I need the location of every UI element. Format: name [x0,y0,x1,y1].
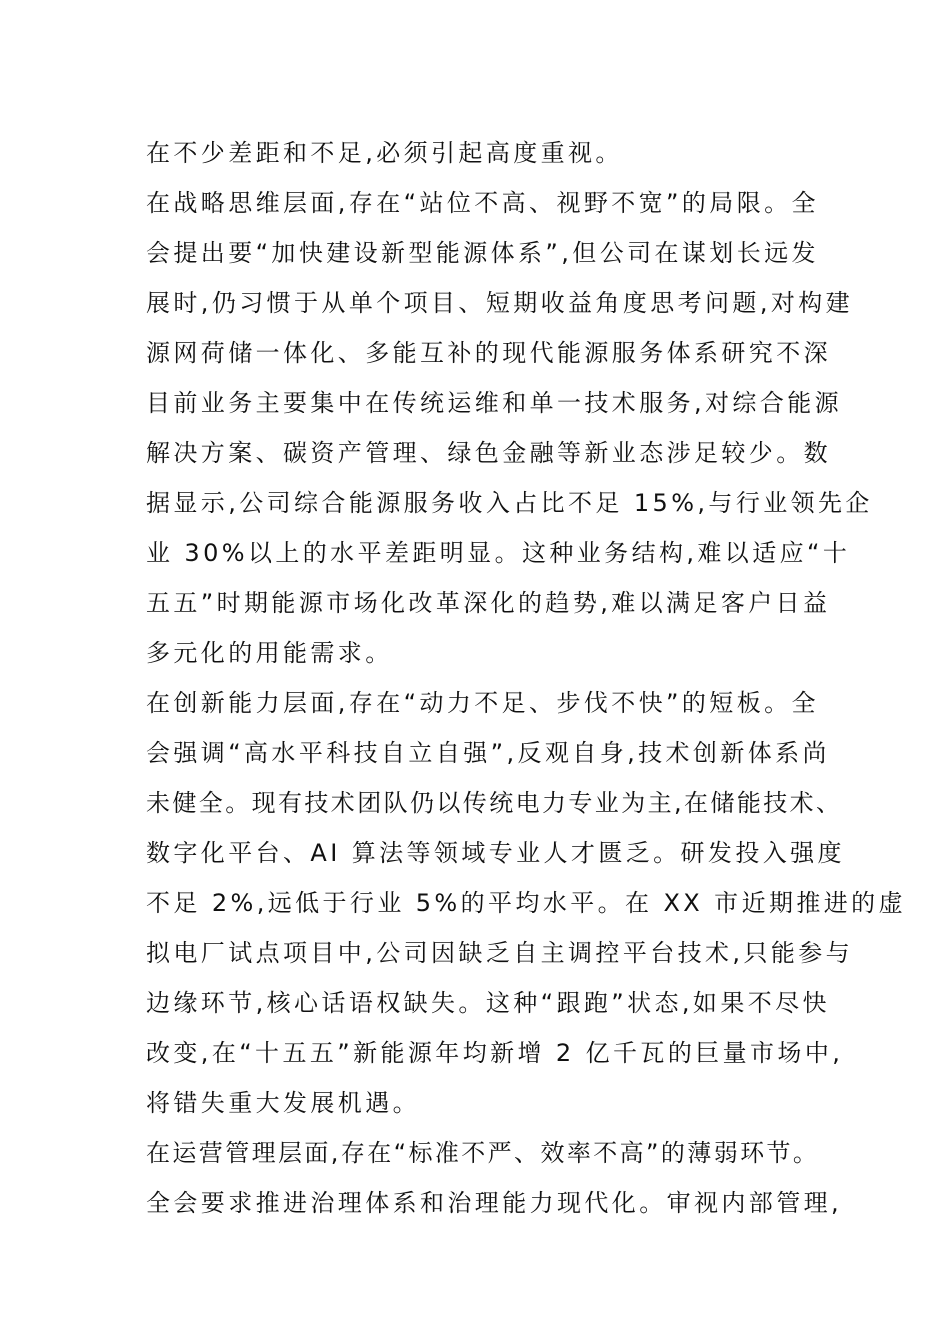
text-line: 解决方案、碳资产管理、绿色金融等新业态涉足较少。数 [146,439,831,467]
text-line: 展时,仍习惯于从单个项目、短期收益角度思考问题,对构建 [146,289,854,317]
text-line: 未健全。现有技术团队仍以传统电力专业为主,在储能技术、 [146,789,843,817]
text-line: 在不少差距和不足,必须引起高度重视。 [146,139,623,167]
text-line: 据显示,公司综合能源服务收入占比不足 15%,与行业领先企 [146,489,873,517]
text-line: 会提出要“加快建设新型能源体系”,但公司在谋划长远发 [146,239,819,267]
text-line: 拟电厂试点项目中,公司因缺乏自主调控平台技术,只能参与 [146,939,854,967]
text-line: 改变,在“十五五”新能源年均新增 2 亿千瓦的巨量市场中, [146,1039,844,1067]
text-line: 数字化平台、AI 算法等领域专业人才匮乏。研发投入强度 [146,839,845,867]
text-line: 源网荷储一体化、多能互补的现代能源服务体系研究不深 [146,339,831,367]
text-line: 目前业务主要集中在传统运维和单一技术服务,对综合能源 [146,389,843,417]
text-line: 将错失重大发展机遇。 [146,1089,420,1117]
text-line: 业 30%以上的水平差距明显。这种业务结构,难以适应“十 [146,539,851,567]
text-line: 多元化的用能需求。 [146,639,393,667]
text-line: 会强调“高水平科技自立自强”,反观自身,技术创新体系尚 [146,739,830,767]
body-text [146,128,906,1228]
text-line: 在战略思维层面,存在“站位不高、视野不宽”的局限。全 [146,189,819,217]
text-line: 五五”时期能源市场化改革深化的趋势,难以满足客户日益 [146,589,831,617]
text-line: 在创新能力层面,存在“动力不足、步伐不快”的短板。全 [146,689,819,717]
text-line: 全会要求推进治理体系和治理能力现代化。审视内部管理, [146,1189,843,1217]
text-line: 不足 2%,远低于行业 5%的平均水平。在 XX 市近期推进的虚 [146,889,906,917]
text-line: 在运营管理层面,存在“标准不严、效率不高”的薄弱环节。 [146,1139,820,1167]
text-line: 边缘环节,核心话语权缺失。这种“跟跑”状态,如果不尽快 [146,989,830,1017]
